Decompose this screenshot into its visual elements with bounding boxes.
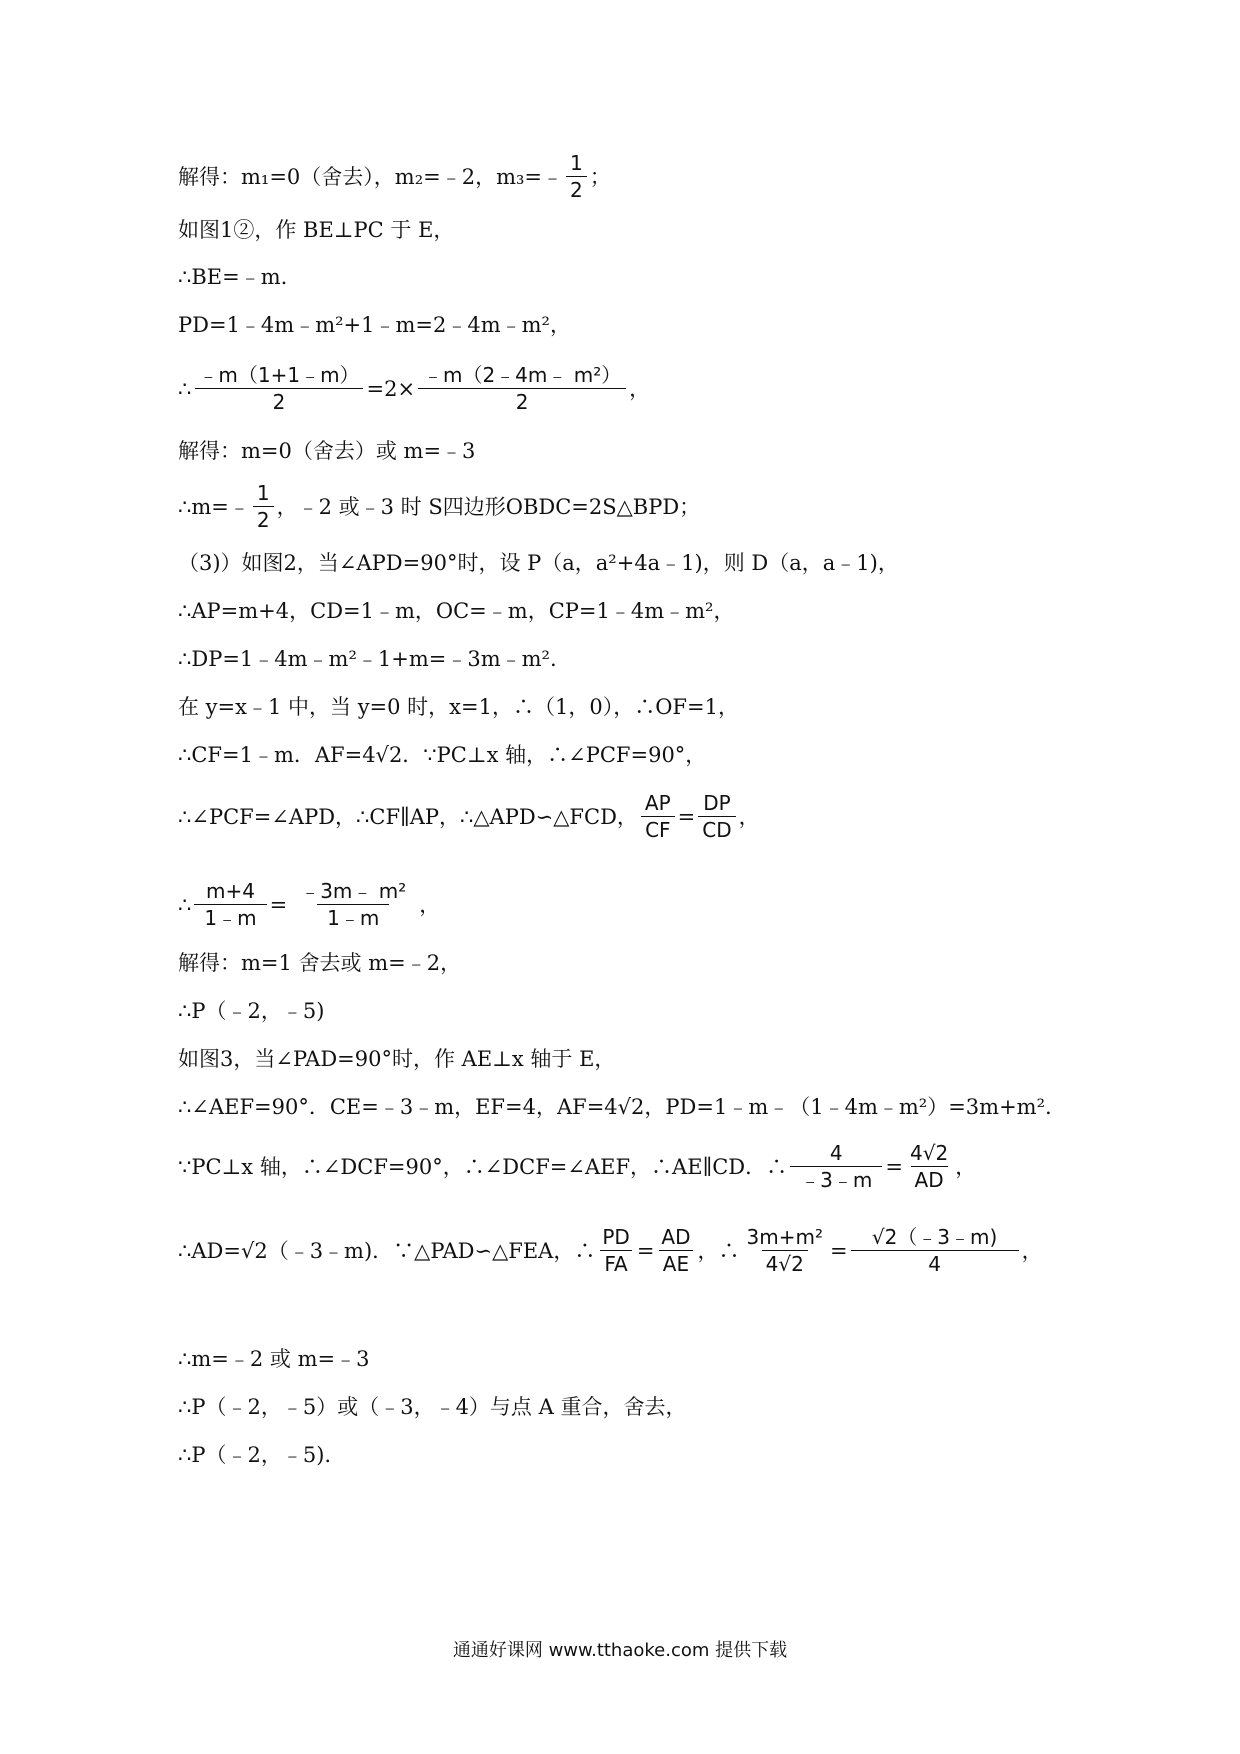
denominator: 1﹣m bbox=[317, 904, 389, 931]
denominator: 2 bbox=[418, 388, 626, 415]
line-text: ， bbox=[419, 892, 441, 917]
line-text: ∴DP=1﹣4m﹣m²﹣1+m=﹣3m﹣m². bbox=[178, 647, 557, 671]
line-text: 如图1②，作 BE⊥PC 于 E， bbox=[178, 218, 455, 242]
numerator: √2（﹣3﹣m) bbox=[871, 1225, 998, 1249]
fraction bbox=[253, 480, 274, 533]
fraction bbox=[418, 362, 626, 415]
fraction bbox=[641, 790, 675, 843]
line-text: 解得：m=0（舍去）或 m=﹣3 bbox=[178, 439, 476, 463]
denominator: ﹣3﹣m bbox=[790, 1166, 882, 1193]
line-text: ∵PC⊥x 轴，∴∠DCF=90°，∴∠DCF=∠AEF，∴AE∥CD．∴ bbox=[178, 1154, 788, 1179]
solution-line bbox=[178, 215, 454, 245]
denominator: 2 bbox=[195, 388, 363, 415]
line-text: 如图3，当∠PAD=90°时，作 AE⊥x 轴于 E， bbox=[178, 1047, 616, 1071]
line-text: ∴∠AEF=90°．CE=﹣3﹣m，EF=4，AF=4√2，PD=1﹣m﹣（1﹣4m﹣m²）=3m+m². bbox=[178, 1095, 1052, 1119]
line-text: ∴BE=﹣m. bbox=[178, 265, 288, 289]
fraction bbox=[851, 1224, 1019, 1277]
fraction bbox=[194, 878, 266, 931]
fraction bbox=[566, 150, 587, 203]
solution-line bbox=[178, 362, 650, 415]
line-text: ∴m=﹣2 或 m=﹣3 bbox=[178, 1347, 370, 1371]
line-text: ∴AD=√2（﹣3﹣m)．∵△PAD∽△FEA，∴ bbox=[178, 1238, 596, 1263]
line-text: ∴ bbox=[178, 376, 192, 401]
solution-line bbox=[178, 1440, 331, 1470]
fraction bbox=[698, 790, 735, 843]
numerator: 4√2 bbox=[909, 1141, 949, 1165]
solution-line bbox=[178, 692, 739, 722]
denominator: 1﹣m bbox=[194, 904, 266, 931]
line-text: PD=1﹣4m﹣m²+1﹣m=2﹣4m﹣m²， bbox=[178, 313, 571, 337]
denominator: FA bbox=[600, 1250, 631, 1277]
solution-line bbox=[178, 436, 475, 466]
line-text: = bbox=[677, 804, 696, 829]
denominator: AD bbox=[911, 1166, 948, 1193]
line-text: ∴ bbox=[178, 892, 192, 917]
line-text: ， bbox=[629, 376, 651, 401]
line-text: 解得：m₁=0（舍去），m₂=﹣2，m₃=﹣ bbox=[178, 164, 564, 189]
fraction bbox=[743, 1224, 827, 1277]
solution-line bbox=[178, 548, 899, 578]
line-text: ∴P（﹣2，﹣5) bbox=[178, 999, 325, 1023]
solution-line bbox=[178, 948, 461, 978]
solution-line bbox=[178, 1344, 369, 1374]
line-text: ； bbox=[589, 164, 611, 189]
line-text: ， bbox=[1021, 1238, 1043, 1263]
fraction bbox=[598, 1224, 633, 1277]
fraction bbox=[906, 1140, 952, 1193]
line-text: = bbox=[829, 1238, 848, 1263]
solution-line bbox=[178, 996, 324, 1026]
solution-line bbox=[178, 1092, 1052, 1122]
line-text: ，∴ bbox=[697, 1238, 740, 1263]
denominator: 4√2 bbox=[762, 1250, 808, 1277]
solution-line bbox=[178, 262, 287, 292]
numerator: 1 bbox=[256, 481, 270, 505]
denominator: CF bbox=[641, 816, 674, 843]
line-text: ∴P（﹣2，﹣5）或（﹣3，﹣4）与点 A 重合，舍去， bbox=[178, 1395, 687, 1419]
numerator: 4 bbox=[829, 1141, 843, 1165]
line-text: ， bbox=[955, 1154, 977, 1179]
solution-line bbox=[178, 740, 706, 770]
solution-line bbox=[178, 1044, 615, 1074]
numerator: 1 bbox=[570, 151, 583, 175]
numerator: ﹣m（1+1﹣m） bbox=[198, 363, 360, 387]
line-text: （3)）如图2，当∠APD=90°时，设 P（a，a²+4a﹣1)，则 D（a，a﹣1)， bbox=[178, 551, 899, 575]
solution-line bbox=[178, 790, 760, 843]
numerator: DP bbox=[703, 791, 731, 815]
line-text: ∴CF=1﹣m．AF=4√2．∵PC⊥x 轴，∴∠PCF=90°， bbox=[178, 743, 707, 767]
numerator: PD bbox=[602, 1225, 630, 1249]
denominator: AE bbox=[659, 1250, 693, 1277]
solution-line bbox=[178, 310, 571, 340]
denominator: CD bbox=[698, 816, 735, 843]
denominator: 4 bbox=[851, 1250, 1019, 1277]
fraction bbox=[194, 362, 363, 415]
page-footer: 通通好课网 www.tthaoke.com 提供下载 bbox=[452, 1640, 788, 1661]
numerator: AD bbox=[661, 1225, 691, 1249]
solution-line bbox=[178, 596, 734, 626]
line-text: ， bbox=[738, 804, 760, 829]
numerator: ﹣m（2﹣4m﹣ m²） bbox=[422, 363, 622, 387]
numerator: AP bbox=[644, 791, 671, 815]
numerator: m+4 bbox=[206, 879, 255, 903]
line-text: ，﹣2 或﹣3 时 S四边形OBDC=2S△BPD； bbox=[276, 494, 701, 519]
denominator: 2 bbox=[253, 506, 274, 533]
solution-line bbox=[178, 644, 557, 674]
line-text: =2× bbox=[366, 376, 416, 401]
numerator: ﹣3m﹣ m² bbox=[300, 879, 407, 903]
solution-line bbox=[178, 480, 700, 533]
denominator: 2 bbox=[566, 176, 587, 203]
solution-line bbox=[178, 150, 611, 203]
line-text: ∴AP=m+4，CD=1﹣m，OC=﹣m，CP=1﹣4m﹣m²， bbox=[178, 599, 735, 623]
line-text: = bbox=[269, 892, 288, 917]
numerator: 3m+m² bbox=[746, 1225, 823, 1249]
solution-line bbox=[178, 878, 440, 931]
solution-line bbox=[178, 1140, 976, 1193]
line-text: ∴P（﹣2，﹣5). bbox=[178, 1443, 332, 1467]
line-text: ∴∠PCF=∠APD，∴CF∥AP，∴△APD∽△FCD， bbox=[178, 804, 638, 829]
line-text: = bbox=[885, 1154, 903, 1179]
fraction bbox=[790, 1140, 882, 1193]
fraction bbox=[657, 1224, 694, 1277]
line-text: 解得：m=1 舍去或 m=﹣2， bbox=[178, 951, 462, 975]
line-text: ∴m=﹣ bbox=[178, 494, 250, 519]
solution-line bbox=[178, 1224, 1043, 1277]
solution-line bbox=[178, 1392, 686, 1422]
line-text: = bbox=[636, 1238, 655, 1263]
fraction bbox=[290, 878, 416, 931]
line-text: 在 y=x﹣1 中，当 y=0 时，x=1，∴（1，0），∴OF=1， bbox=[178, 695, 739, 719]
